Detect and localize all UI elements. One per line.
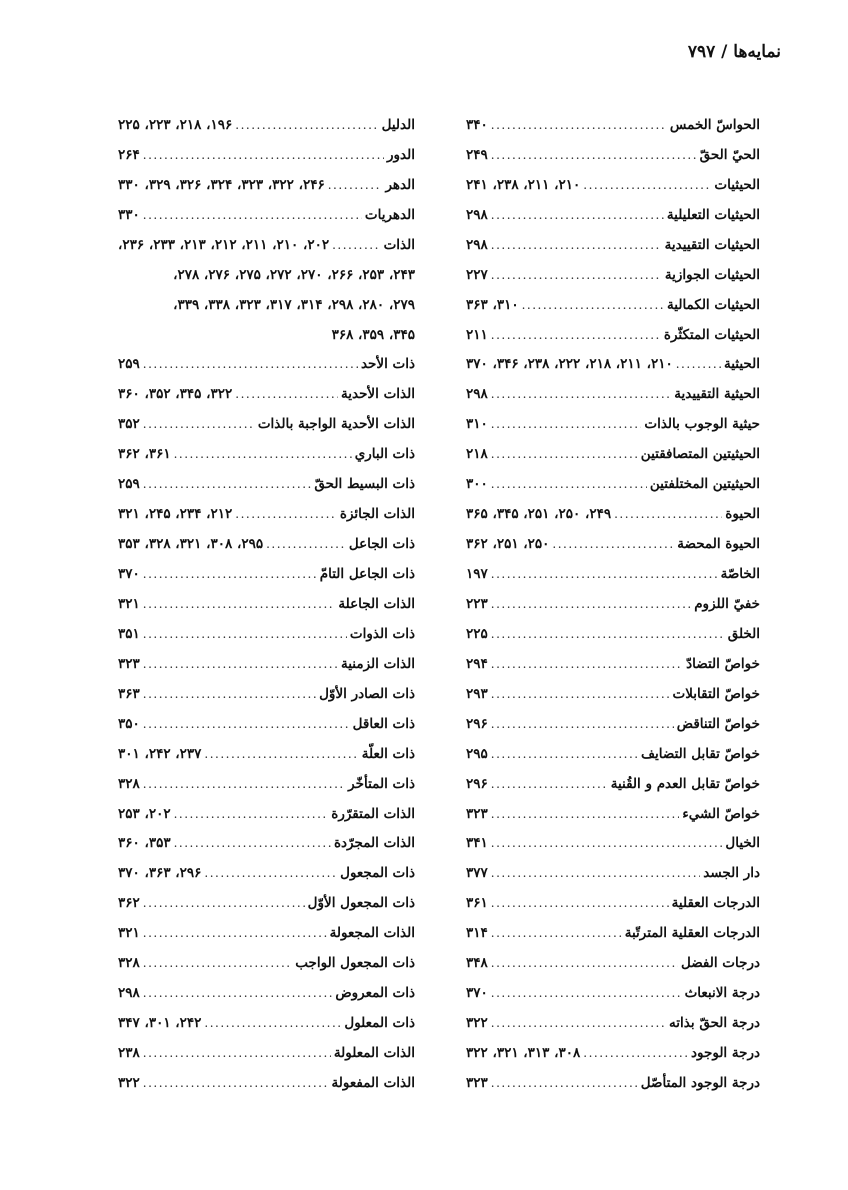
index-entry	[466, 769, 760, 799]
dot-leader	[143, 208, 362, 222]
index-entry-term: الذات المعلولة	[333, 1045, 415, 1062]
dot-leader	[143, 567, 317, 581]
index-entry	[118, 499, 415, 529]
index-entry	[118, 170, 415, 200]
index-entry-pages: ۲۹۴	[466, 655, 488, 672]
index-entry-pages: ۱۹۷	[466, 566, 488, 583]
index-entry	[118, 589, 415, 619]
index-entry-pages: ۲۹۸	[466, 206, 488, 223]
index-entry-term: الذات الجاعلة	[338, 595, 415, 612]
index-entry	[466, 1008, 760, 1038]
dot-leader	[491, 268, 662, 282]
index-entry-pages: ۲۵۹	[118, 476, 140, 493]
index-entry-pages: ۲۰۲، ۲۱۰، ۲۱۱، ۲۱۲، ۲۱۳، ۲۳۳، ۲۳۶،	[118, 236, 330, 253]
index-column-right	[466, 110, 760, 1098]
dot-leader	[143, 657, 338, 671]
index-entry-term: الحيثيتين المتصافقتين	[640, 446, 760, 463]
index-entry-pages: ۲۷۹، ۲۸۰، ۲۹۸، ۳۱۴، ۳۱۷، ۳۲۳، ۳۳۸، ۳۳۹،	[173, 296, 415, 313]
index-entry	[118, 948, 415, 978]
index-entry-pages: ۲۴۹	[466, 146, 488, 163]
dot-leader	[143, 148, 384, 162]
dot-leader	[266, 537, 346, 551]
index-entry-term: الحيثيات	[714, 176, 760, 193]
index-entry	[466, 469, 760, 499]
index-entry	[466, 978, 760, 1008]
dot-leader	[491, 777, 608, 791]
index-entry-pages: ۳۵۱	[118, 625, 140, 642]
index-entry	[466, 948, 760, 978]
dot-leader	[491, 1016, 666, 1030]
index-entry-pages: ۲۹۸	[466, 236, 488, 253]
dot-leader	[491, 687, 670, 701]
dot-leader	[491, 836, 723, 850]
index-entry-term: دار الجسد	[703, 865, 760, 882]
index-entry-pages: ۳۷۷	[466, 865, 488, 882]
index-entry-term: خواصّ التناقض	[676, 715, 760, 732]
index-entry	[466, 320, 760, 350]
index-entry-term: ذات العاقل	[352, 715, 415, 732]
index-entry	[118, 110, 415, 140]
index-entry-term: الحيّ الحقّ	[699, 146, 760, 163]
index-entry-pages: ۳۲۱	[118, 595, 140, 612]
index-entry	[466, 350, 760, 380]
dot-leader	[174, 836, 331, 850]
index-entry-pages: ۲۹۶، ۳۶۳، ۳۷۰	[118, 865, 202, 882]
index-entry	[466, 679, 760, 709]
index-entry-pages: ۳۳۰	[118, 206, 140, 223]
index-entry-term: الحيثيات الجوازية	[664, 266, 760, 283]
index-entry	[118, 679, 415, 709]
index-entry	[118, 858, 415, 888]
index-entry-pages: ۳۶۲	[118, 895, 140, 912]
index-entry-pages: ۳۶۱	[466, 895, 488, 912]
index-entry-pages: ۳۱۰، ۳۶۳	[466, 296, 519, 313]
index-entry-term: ذات الصادر الأوّل	[319, 685, 415, 702]
index-entry-term: الحيوة	[725, 506, 760, 523]
dot-leader	[204, 1016, 341, 1030]
dot-leader	[491, 238, 662, 252]
index-entry-term: الخيال	[725, 835, 760, 852]
index-entry-pages: ۳۲۳	[466, 805, 488, 822]
dot-leader	[174, 807, 329, 821]
dot-leader	[143, 627, 347, 641]
index-entry-pages: ۳۵۲	[118, 416, 140, 433]
index-entry	[118, 320, 415, 350]
index-entry-term: حيثية الوجوب بالذات	[644, 416, 760, 433]
dot-leader	[491, 118, 667, 132]
index-entry	[466, 739, 760, 769]
index-entry-pages: ۳۷۰	[466, 985, 488, 1002]
index-entry-pages: ۳۶۱، ۳۶۲	[118, 446, 171, 463]
index-entry-term: الذات المجعولة	[329, 925, 415, 942]
index-entry-pages: ۳۷۰	[118, 566, 140, 583]
index-entry	[466, 799, 760, 829]
index-entry-pages: ۲۲۵	[466, 625, 488, 642]
index-entry-term: الخلق	[727, 625, 760, 642]
index-entry	[466, 858, 760, 888]
index-entry-term: ذات المعروض	[335, 985, 415, 1002]
index-entry-term: الحيثيات المتكثّرة	[663, 326, 760, 343]
index-entry-term: ذات المجعول الأوّل	[307, 895, 415, 912]
index-entry-term: درجات الفضل	[680, 955, 760, 972]
index-entry-term: الذات الأحدية الواجبة بالذات	[257, 416, 415, 433]
index-entry-pages: ۳۵۰	[118, 715, 140, 732]
dot-leader	[491, 657, 683, 671]
index-entry-pages: ۳۲۸	[118, 775, 140, 792]
index-entry-term: الخاصّة	[720, 566, 760, 583]
index-entry	[118, 260, 415, 290]
index-entry	[118, 230, 415, 260]
index-entry-pages: ۲۱۰، ۲۱۱، ۲۱۸، ۲۲۲، ۲۳۸، ۳۴۶، ۳۷۰	[466, 356, 673, 373]
dot-leader	[491, 328, 661, 342]
index-entry-pages: ۲۱۸	[466, 446, 488, 463]
index-entry-term: الدهريات	[364, 206, 415, 223]
index-entry-pages: ۳۴۱	[466, 835, 488, 852]
index-entry-term: ذات المجعول الواجب	[295, 955, 415, 972]
dot-leader	[143, 1076, 329, 1090]
index-entry-pages: ۲۳۸	[118, 1045, 140, 1062]
index-entry	[118, 559, 415, 589]
index-entry	[466, 1068, 760, 1098]
dot-leader	[235, 507, 337, 521]
dot-leader	[143, 477, 312, 491]
index-entry-pages: ۲۴۶، ۳۲۲، ۳۲۳، ۳۲۴، ۳۲۶، ۳۲۹، ۳۳۰	[118, 176, 325, 193]
index-entry	[118, 978, 415, 1008]
index-entry-pages: ۳۲۸	[118, 955, 140, 972]
index-entry	[466, 589, 760, 619]
index-entry	[466, 559, 760, 589]
index-entry-pages: ۲۰۲، ۲۵۳	[118, 805, 171, 822]
index-entry-term: خواصّ الشيء	[682, 805, 760, 822]
index-entry	[466, 829, 760, 859]
index-entry	[466, 260, 760, 290]
index-entry-term: الحيثيات الكمالية	[667, 296, 760, 313]
dot-leader	[491, 627, 725, 641]
index-entry	[466, 200, 760, 230]
index-entry-pages: ۳۲۲، ۳۴۵، ۳۵۲، ۳۶۰	[118, 386, 233, 403]
index-entry	[466, 290, 760, 320]
index-entry-pages: ۲۳۷، ۲۴۲، ۳۰۱	[118, 745, 202, 762]
index-entry	[466, 409, 760, 439]
index-entry	[118, 799, 415, 829]
index-entry-pages: ۳۶۳	[118, 685, 140, 702]
index-entry-term: خواصّ تقابل التضايف	[641, 745, 760, 762]
dot-leader	[491, 956, 678, 970]
index-entry	[118, 1038, 415, 1068]
index-entry-pages: ۲۹۶	[466, 715, 488, 732]
index-column-left	[118, 110, 415, 1098]
index-entry-term: الحيثيات التقييدية	[664, 236, 760, 253]
index-entry-term: ذات المعلول	[344, 1015, 415, 1032]
index-entry	[118, 409, 415, 439]
index-entry-pages: ۲۹۳	[466, 685, 488, 702]
index-entry-term: الحيثيات التعليلية	[666, 206, 760, 223]
index-entry-term: ذات البسيط الحقّ	[314, 476, 415, 493]
index-entry-term: الدهر	[385, 176, 415, 193]
index-entry-pages: ۲۴۹، ۲۵۰، ۲۵۱، ۳۴۵، ۳۶۵	[466, 506, 612, 523]
index-entry-term: ذات العلّة	[361, 745, 415, 762]
dot-leader	[491, 447, 638, 461]
dot-leader	[491, 567, 718, 581]
index-entry	[466, 888, 760, 918]
index-entry	[466, 230, 760, 260]
dot-leader	[491, 387, 672, 401]
index-entry-pages: ۲۲۷	[466, 266, 488, 283]
dot-leader	[143, 687, 316, 701]
dot-leader	[143, 1046, 331, 1060]
dot-leader	[676, 357, 721, 371]
dot-leader	[143, 926, 327, 940]
index-entry-term: الذات الجائزة	[339, 506, 415, 523]
dot-leader	[491, 807, 680, 821]
index-entry-pages: ۳۲۳	[118, 655, 140, 672]
index-entry-pages: ۲۲۳	[466, 595, 488, 612]
index-entry	[118, 918, 415, 948]
index-entry-term: الذات	[383, 236, 415, 253]
dot-leader	[491, 148, 697, 162]
index-entry	[466, 529, 760, 559]
index-entry-term: ذات الأحد	[360, 356, 415, 373]
index-entry-pages: ۲۵۹	[118, 356, 140, 373]
dot-leader	[491, 747, 638, 761]
index-entry-pages: ۱۹۶، ۲۱۸، ۲۲۳، ۲۲۵	[118, 116, 233, 133]
dot-leader	[143, 357, 358, 371]
index-entry-pages: ۲۱۱	[466, 326, 488, 343]
dot-leader	[491, 986, 682, 1000]
dot-leader	[143, 597, 336, 611]
index-entry-term: درجة الحقّ بذاته	[669, 1015, 760, 1032]
index-entry	[118, 439, 415, 469]
index-entry-pages: ۳۵۳، ۳۶۰	[118, 835, 171, 852]
dot-leader	[143, 717, 350, 731]
dot-leader	[491, 926, 622, 940]
index-entry-term: الذات الأحدية	[341, 386, 415, 403]
index-entry-pages: ۲۹۸	[466, 386, 488, 403]
index-entry-pages: ۳۰۰	[466, 476, 488, 493]
page-header: نمایه‌ها / ۷۹۷	[687, 42, 781, 62]
index-entry-pages: ۲۱۰، ۲۱۱، ۲۳۸، ۲۴۱	[466, 176, 581, 193]
index-entry	[118, 739, 415, 769]
dot-leader	[614, 507, 722, 521]
index-entry	[118, 140, 415, 170]
index-entry	[118, 1008, 415, 1038]
index-entry-pages: ۲۹۵، ۳۰۸، ۳۲۱، ۳۲۸، ۳۵۳	[118, 536, 264, 553]
dot-leader	[491, 896, 669, 910]
dot-leader	[491, 208, 664, 222]
dot-leader	[328, 178, 383, 192]
index-entry-term: ذات الجاعل	[348, 536, 415, 553]
index-entry-term: الذات الزمنية	[340, 655, 415, 672]
index-entry	[466, 140, 760, 170]
index-entry	[118, 769, 415, 799]
index-entry-term: الحيثية التقييدية	[674, 386, 760, 403]
index-entry	[118, 888, 415, 918]
index-entry-pages: ۳۱۰	[466, 416, 488, 433]
index-entry	[118, 200, 415, 230]
index-entry-term: درجة الوجود المتأصّل	[640, 1074, 760, 1091]
index-entry-pages: ۲۹۸	[118, 985, 140, 1002]
dot-leader	[332, 238, 380, 252]
index-entry-term: خواصّ التضادّ	[686, 655, 760, 672]
index-entry	[118, 709, 415, 739]
index-entry-pages: ۳۲۱	[118, 925, 140, 942]
dot-leader	[204, 747, 358, 761]
dot-leader	[174, 447, 352, 461]
index-entry-pages: ۳۴۵، ۳۵۹، ۳۶۸	[331, 326, 415, 343]
index-entry	[466, 499, 760, 529]
index-entry-pages: ۲۶۴	[118, 146, 140, 163]
index-entry	[466, 379, 760, 409]
dot-leader	[143, 417, 255, 431]
index-entry-term: الحيوة المحضة	[677, 536, 760, 553]
index-entry-term: الحواسّ الخمس	[669, 116, 760, 133]
index-entry-term: درجة الانبعاث	[684, 985, 760, 1002]
index-entry	[118, 350, 415, 380]
index-entry	[466, 709, 760, 739]
index-entry	[118, 649, 415, 679]
dot-leader	[491, 597, 691, 611]
dot-leader	[583, 178, 711, 192]
dot-leader	[583, 1046, 688, 1060]
index-entry-term: الدرجات العقلية	[671, 895, 760, 912]
index-entry-term: الحيثيتين المختلفتين	[649, 476, 760, 493]
index-entry-pages: ۲۵۰، ۲۵۱، ۳۶۲	[466, 536, 550, 553]
index-entry-pages: ۳۰۸، ۳۱۳، ۳۲۱، ۳۲۲	[466, 1045, 581, 1062]
index-entry	[118, 290, 415, 320]
index-entry-term: ذات المجعول	[340, 865, 415, 882]
index-entry	[118, 1068, 415, 1098]
index-entry	[466, 619, 760, 649]
index-entry-term: ذات الجاعل التامّ	[319, 566, 415, 583]
dot-leader	[491, 866, 701, 880]
dot-leader	[491, 417, 642, 431]
dot-leader	[491, 717, 674, 731]
index-entry-term: ذات الذوات	[349, 625, 415, 642]
dot-leader	[491, 477, 647, 491]
dot-leader	[552, 537, 674, 551]
index-entry	[118, 379, 415, 409]
index-entry-pages: ۳۴۸	[466, 955, 488, 972]
index-entry-term: ذات الباري	[354, 446, 415, 463]
dot-leader	[143, 777, 345, 791]
dot-leader	[235, 118, 378, 132]
index-entry-term: الذات المجرّدة	[333, 835, 415, 852]
index-entry	[118, 829, 415, 859]
index-entry-pages: ۳۴۰	[466, 116, 488, 133]
index-entry	[118, 529, 415, 559]
index-entry-term: الدور	[387, 146, 415, 163]
index-entry-pages: ۲۴۳، ۲۵۳، ۲۶۶، ۲۷۰، ۲۷۲، ۲۷۵، ۲۷۶، ۲۷۸،	[173, 266, 415, 283]
index-entry-term: الحيثية	[723, 356, 760, 373]
index-entry-term: الدليل	[381, 116, 415, 133]
dot-leader	[143, 956, 292, 970]
index-entry	[466, 1038, 760, 1068]
index-entry-term: درجة الوجود	[691, 1045, 760, 1062]
dot-leader	[143, 986, 333, 1000]
dot-leader	[204, 866, 337, 880]
index-entry	[466, 170, 760, 200]
index-entry-pages: ۲۹۶	[466, 775, 488, 792]
index-entry-term: الذات المفعولة	[331, 1074, 415, 1091]
dot-leader	[491, 1076, 638, 1090]
index-entry	[466, 439, 760, 469]
index-entry-term: الدرجات العقلية المترتّبة	[624, 925, 760, 942]
index-entry-pages: ۳۲۳	[466, 1074, 488, 1091]
index-entry-pages: ۲۱۲، ۲۳۴، ۲۴۵، ۳۲۱	[118, 506, 233, 523]
dot-leader	[522, 298, 664, 312]
index-entry-term: الذات المتقرّرة	[331, 805, 415, 822]
index-entry	[118, 469, 415, 499]
index-entry-term: خفيّ اللزوم	[694, 595, 760, 612]
dot-leader	[235, 387, 338, 401]
index-entry-pages: ۳۲۲	[118, 1074, 140, 1091]
index-entry-pages: ۲۴۲، ۳۰۱، ۳۴۷	[118, 1015, 202, 1032]
index-entry-term: ذات المتأخّر	[348, 775, 415, 792]
index-entry-term: خواصّ التقابلات	[672, 685, 760, 702]
index-entry	[118, 619, 415, 649]
dot-leader	[143, 896, 305, 910]
index-entry	[466, 110, 760, 140]
index-entry-pages: ۳۱۴	[466, 925, 488, 942]
index-entry	[466, 918, 760, 948]
index-entry	[466, 649, 760, 679]
index-entry-pages: ۳۲۲	[466, 1015, 488, 1032]
index-entry-pages: ۲۹۵	[466, 745, 488, 762]
index-entry-term: خواصّ تقابل العدم و القُنية	[610, 775, 760, 792]
